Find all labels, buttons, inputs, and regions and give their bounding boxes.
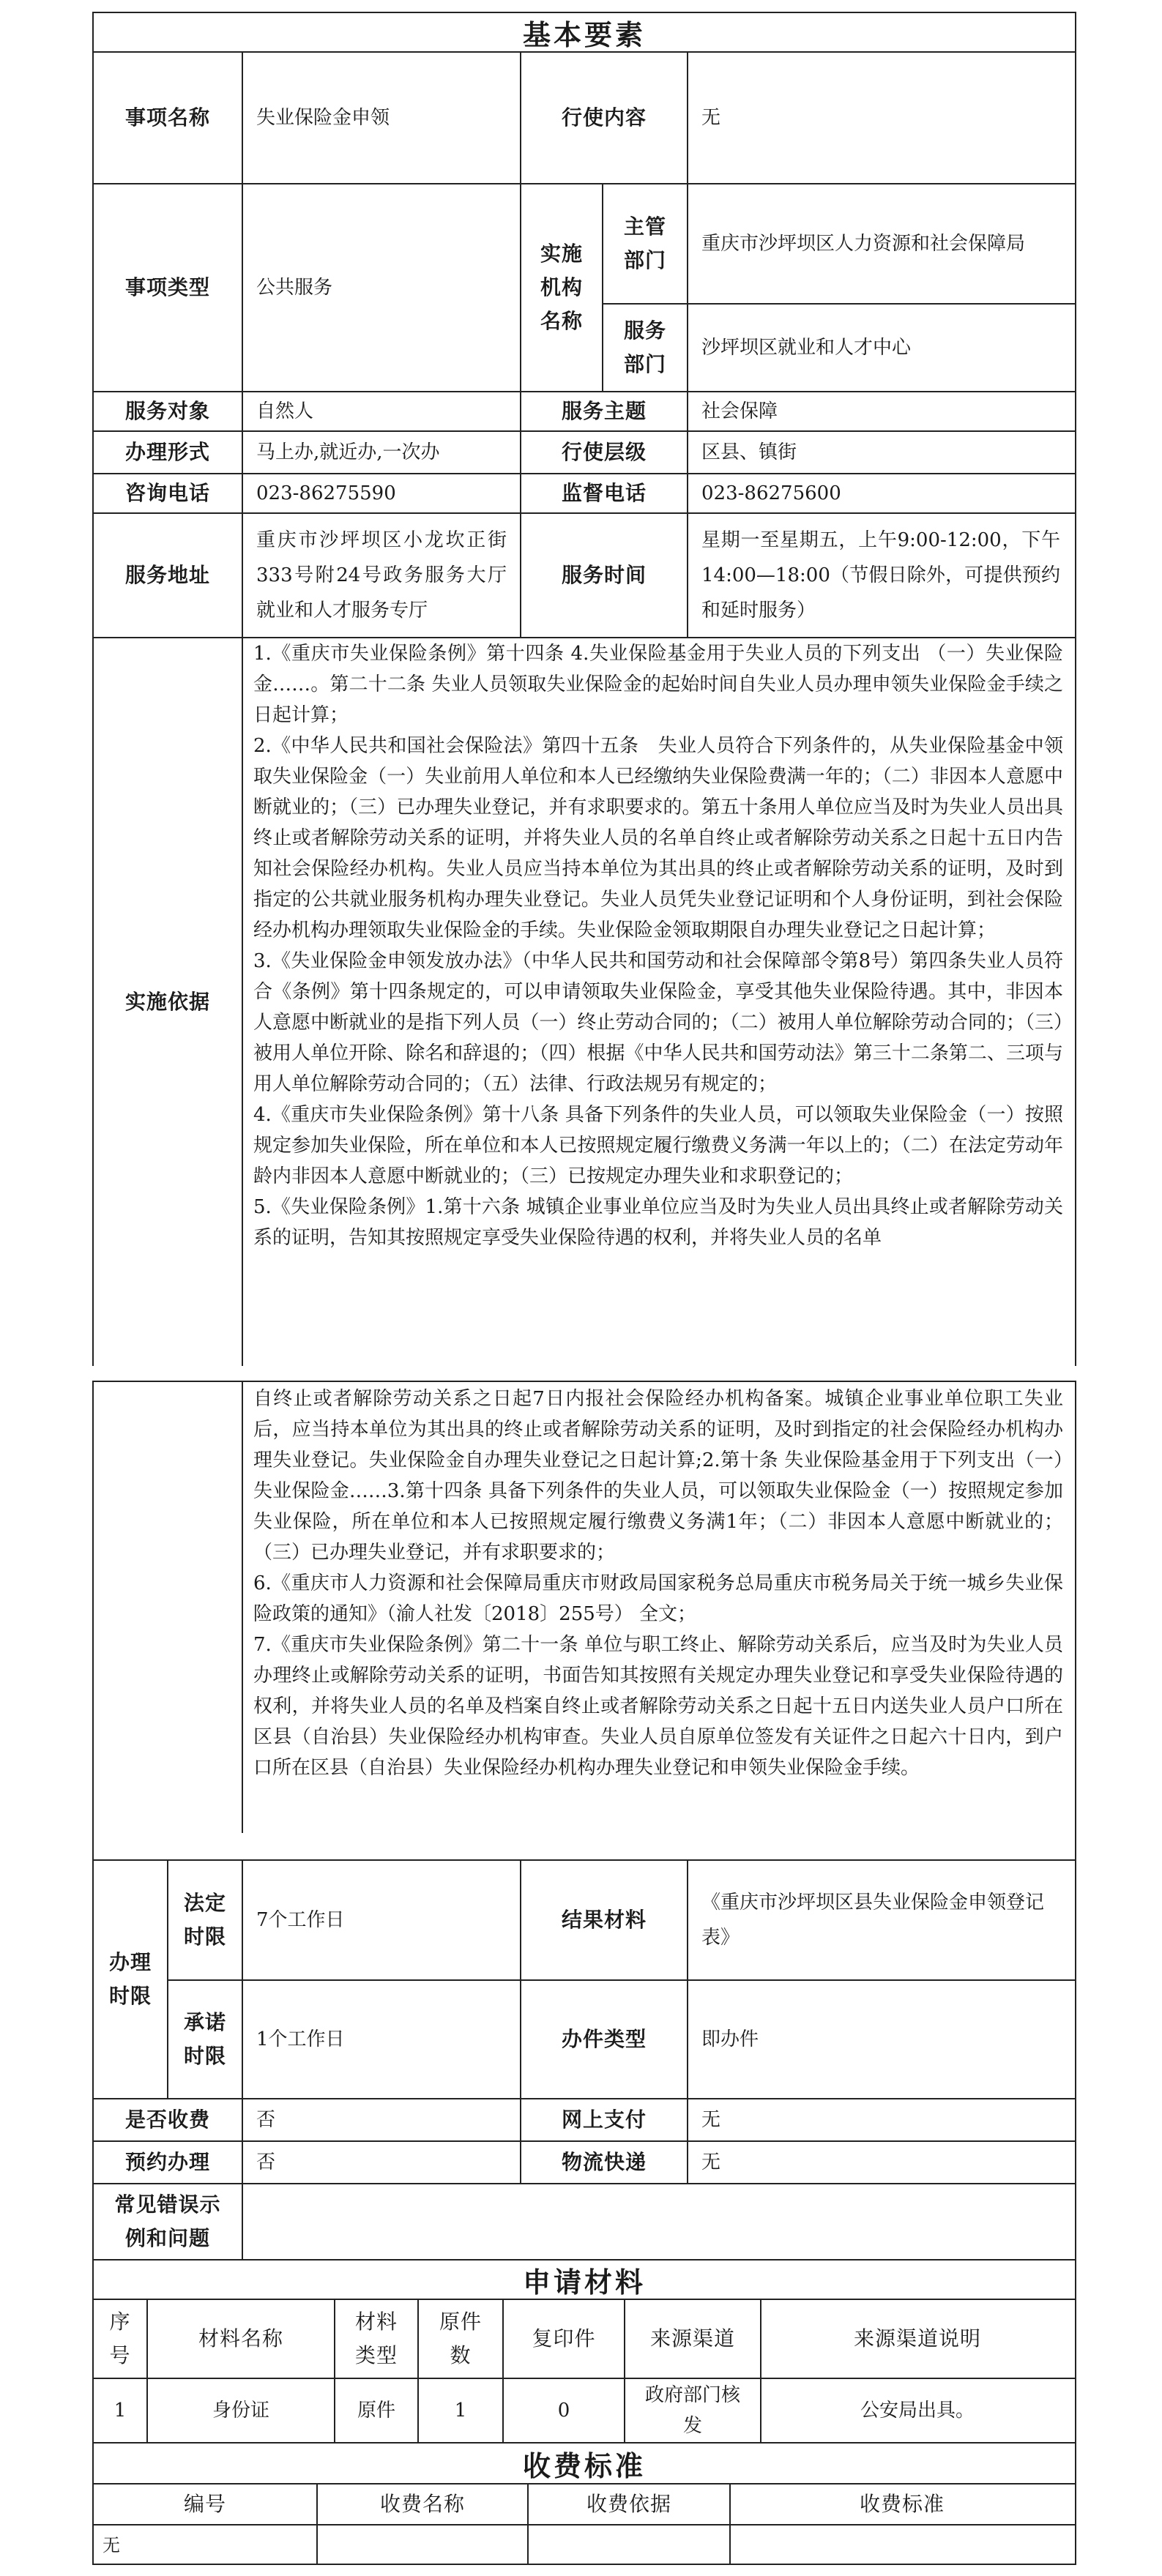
agency-label-line: 名称: [540, 309, 583, 333]
agency-label-line: 机构: [540, 275, 583, 299]
service-dept-label: [603, 305, 687, 391]
theme-label: 服务主题: [561, 399, 647, 423]
logistics-label: 物流快递: [561, 2150, 647, 2174]
table-border: [92, 2564, 1076, 2565]
basis-paragraph: 自终止或者解除劳动关系之日起7日内报社会保险经办机构备案。城镇企业事业单位职工失业后，应当持本单位为其出具的终止或者解除劳动关系的证明，及时到指定的社会保险经办机构办理失业登记。失业保险金自办理失业登记之日起计算;2.第十条 失业保险基金用于下列支出（一）失业保险金……3.第十四条 具备下列条件的失业人员，可以领取失业保险金（一）按照规定参加失业保险，所在单位和本人已按照规定履行缴费义务满1年；（二）非因本人意愿中断就业的；（三）已办理失业登记，并有求职要求的；: [253, 1388, 1063, 1564]
hours-value: 星期一至星期五，上午9:00-12:00，下午14:00—18:00（节假日除外，可提供预约和延时服务）: [701, 529, 1060, 621]
fees-empty-value: 无: [103, 2535, 120, 2556]
exercise-content-label: 行使内容: [561, 105, 647, 130]
materials-header-source-desc: 来源渠道说明: [853, 2326, 981, 2351]
section-title-basic: 基本要素: [522, 18, 646, 51]
section-title-materials: 申请材料: [522, 2265, 646, 2299]
fees-header-name: 收费名称: [379, 2492, 465, 2516]
fees-header-number: 编号: [183, 2492, 226, 2516]
service-dept-value: 沙坪坝区就业和人才中心: [701, 337, 912, 359]
charge-value: 否: [256, 2109, 276, 2131]
materials-header-source: 来源渠道: [649, 2326, 735, 2351]
material-seq: 1: [113, 2400, 127, 2422]
form-value: 马上办,就近办,一次办: [256, 441, 440, 463]
fees-header-standard: 收费标准: [859, 2492, 945, 2516]
promise-limit-label: [168, 1981, 242, 2098]
header-line: 号: [109, 2343, 131, 2367]
item-name-value: 失业保险金申领: [256, 107, 390, 129]
material-copies: 0: [557, 2400, 570, 2422]
basis-paragraph: 7.《重庆市失业保险条例》第二十一条 单位与职工终止、解除劳动关系后，应当及时为失业人员办理终止或解除劳动关系的证明，书面告知其按照有关规定办理失业登记和享受失业保险待遇的权利，并将失业人员的名单及档案自终止或者解除劳动关系之日起十五日内送失业人员户口所在区县（自治县）失业保险经办机构审查。失业人员自原单位签发有关证件之日起六十日内，到户口所在区县（自治县）失业保险经办机构办理失业登记和申领失业保险金手续。: [253, 1634, 1063, 1779]
material-name: 身份证: [212, 2400, 269, 2422]
item-type-label: 事项类型: [124, 275, 210, 299]
time-limit-label-line: 时限: [108, 1984, 152, 2008]
supervise-phone-value: 023-86275600: [701, 482, 841, 504]
item-name-label: 事项名称: [124, 105, 210, 130]
faq-label-line: 常见错误示: [114, 2192, 221, 2217]
fees-header-basis: 收费依据: [586, 2492, 671, 2516]
faq-value: [243, 2184, 1073, 2259]
result-label: 结果材料: [561, 1908, 647, 1932]
section-title-fees: 收费标准: [522, 2449, 646, 2482]
legal-limit-label-line: 时限: [183, 1924, 226, 1949]
item-type-value: 公共服务: [256, 277, 333, 299]
appointment-label: 预约办理: [124, 2150, 210, 2174]
header-line: 类型: [354, 2343, 398, 2367]
online-pay-value: 无: [701, 2109, 721, 2131]
charge-label: 是否收费: [124, 2108, 210, 2132]
col-divider: [242, 1381, 243, 1833]
table-border: [1075, 1381, 1076, 2565]
target-label: 服务对象: [124, 399, 210, 423]
competent-dept-label: [603, 184, 687, 303]
header-line: 材料: [354, 2310, 398, 2334]
agency-label: [521, 184, 602, 391]
source-line: 政府部门核: [644, 2384, 740, 2406]
promise-limit-value: 1个工作日: [256, 2028, 345, 2050]
material-type: 原件: [357, 2400, 395, 2422]
logistics-value: 无: [701, 2151, 721, 2173]
source-line: 发: [682, 2415, 702, 2437]
hours-label: 服务时间: [561, 563, 647, 587]
promise-limit-label-line: 承诺: [183, 2010, 226, 2034]
basis-paragraph: 1.《重庆市失业保险条例》第十四条 4.失业保险基金用于失业人员的下列支出 （一）失业保险金……。第二十二条 失业人员领取失业保险金的起始时间自失业人员办理申领失业保险金手续之日起计算；: [253, 643, 1063, 726]
header-line: 原件: [439, 2310, 482, 2334]
handle-type-value: 即办件: [701, 2028, 759, 2050]
col-divider: [687, 51, 688, 184]
material-original-count: 1: [454, 2400, 467, 2422]
header-line: 序: [109, 2310, 131, 2334]
agency-label-line: 实施: [540, 242, 583, 266]
supervise-phone-label: 监督电话: [561, 481, 647, 505]
target-value: 自然人: [256, 400, 314, 422]
result-value: 《重庆市沙坪坝区县失业保险金申领登记表》: [701, 1892, 1045, 1949]
faq-label-line: 例和问题: [124, 2226, 210, 2250]
handle-type-label: 办件类型: [561, 2027, 647, 2051]
material-source: [625, 2379, 760, 2442]
level-value: 区县、镇街: [701, 441, 797, 463]
basis-paragraph: 3.《失业保险金申领发放办法》（中华人民共和国劳动和社会保障部令第8号）第四条失业人员符合《条例》第十四条规定的，可以申请领取失业保险金，享受其他失业保险待遇。其中，非因本人意愿中断就业的是指下列人员（一）终止劳动合同的；（二）被用人单位解除劳动合同的；（三）被用人单位开除、除名和辞退的；（四）根据《中华人民共和国劳动法》第三十二条第二、三项与用人单位解除劳动合同的；（五）法律、行政法规另有规定的；: [253, 950, 1063, 1095]
promise-limit-label-line: 时限: [183, 2044, 226, 2068]
consult-phone-label: 咨询电话: [124, 481, 210, 505]
basis-paragraph: 2.《中华人民共和国社会保险法》第四十五条 失业人员符合下列条件的，从失业保险基金中领取失业保险金（一）失业前用人单位和本人已经缴纳失业保险费满一年的；（二）非因本人意愿中断就业的；（三）已办理失业登记，并有求职要求的。第五十条用人单位应当及时为失业人员出具终止或者解除劳动关系的证明，并将失业人员的名单自终止或者解除劳动关系之日起十五日内告知社会保险经办机构。失业人员应当持本单位为其出具的终止或者解除劳动关系的证明，及时到指定的公共就业服务机构办理失业登记。失业人员凭失业登记证明和个人身份证明，到社会保险经办机构办理领取失业保险金的手续。失业保险金领取期限自办理失业登记之日起计算；: [253, 735, 1063, 941]
col-divider: [242, 637, 243, 1366]
materials-header-type: [335, 2300, 417, 2378]
service-dept-label-line: 部门: [623, 352, 666, 376]
faq-label: [94, 2184, 242, 2259]
basis-paragraph: 6.《重庆市人力资源和社会保障局重庆市财政局国家税务总局重庆市税务局关于统一城乡失业保险政策的通知》（渝人社发〔2018〕255号） 全文；: [253, 1572, 1063, 1625]
basis-text-part1: [253, 638, 1063, 1366]
table-border: [92, 1381, 1076, 1382]
time-limit-label: [94, 1861, 167, 2098]
legal-limit-label: [168, 1861, 242, 1979]
basis-paragraph: 4.《重庆市失业保险条例》第十八条 具备下列条件的失业人员，可以领取失业保险金（一）按照规定参加失业保险，所在单位和本人已按照规定履行缴费义务满一年以上的；（二）在法定劳动年龄内非因本人意愿中断就业的；（三）已按规定办理失业和求职登记的；: [253, 1104, 1063, 1187]
time-limit-label-line: 办理: [108, 1950, 152, 1974]
materials-header-seq: [94, 2300, 146, 2378]
materials-header-name: 材料名称: [198, 2326, 283, 2351]
theme-value: 社会保障: [701, 400, 778, 422]
competent-dept-label-line: 主管: [623, 214, 666, 239]
consult-phone-value: 023-86275590: [256, 482, 396, 504]
basis-label: 实施依据: [124, 990, 210, 1014]
competent-dept-label-line: 部门: [623, 248, 666, 272]
materials-header-original: [419, 2300, 502, 2378]
service-dept-label-line: 服务: [623, 318, 666, 343]
form-label: 办理形式: [124, 440, 210, 464]
appointment-value: 否: [256, 2151, 276, 2173]
address-value: 重庆市沙坪坝区小龙坎正街333号附24号政务服务大厅就业和人才服务专厅: [256, 529, 507, 621]
materials-header-copies: 复印件: [532, 2326, 596, 2351]
legal-limit-label-line: 法定: [183, 1891, 226, 1915]
online-pay-label: 网上支付: [561, 2108, 647, 2132]
basis-paragraph: 5.《失业保险条例》1.第十六条 城镇企业事业单位应当及时为失业人员出具终止或者解除劳动关系的证明，告知其按照规定享受失业保险待遇的权利，并将失业人员的名单: [253, 1196, 1063, 1249]
competent-dept-value: 重庆市沙坪坝区人力资源和社会保障局: [701, 233, 1026, 255]
exercise-content-value: 无: [701, 107, 721, 129]
basis-text-part2: [253, 1384, 1063, 1856]
material-source-desc: 公安局出具。: [860, 2400, 975, 2422]
table-border: [1075, 12, 1076, 1366]
header-line: 数: [450, 2343, 472, 2367]
address-label: 服务地址: [124, 563, 210, 587]
level-label: 行使层级: [561, 440, 647, 464]
legal-limit-value: 7个工作日: [256, 1909, 345, 1931]
